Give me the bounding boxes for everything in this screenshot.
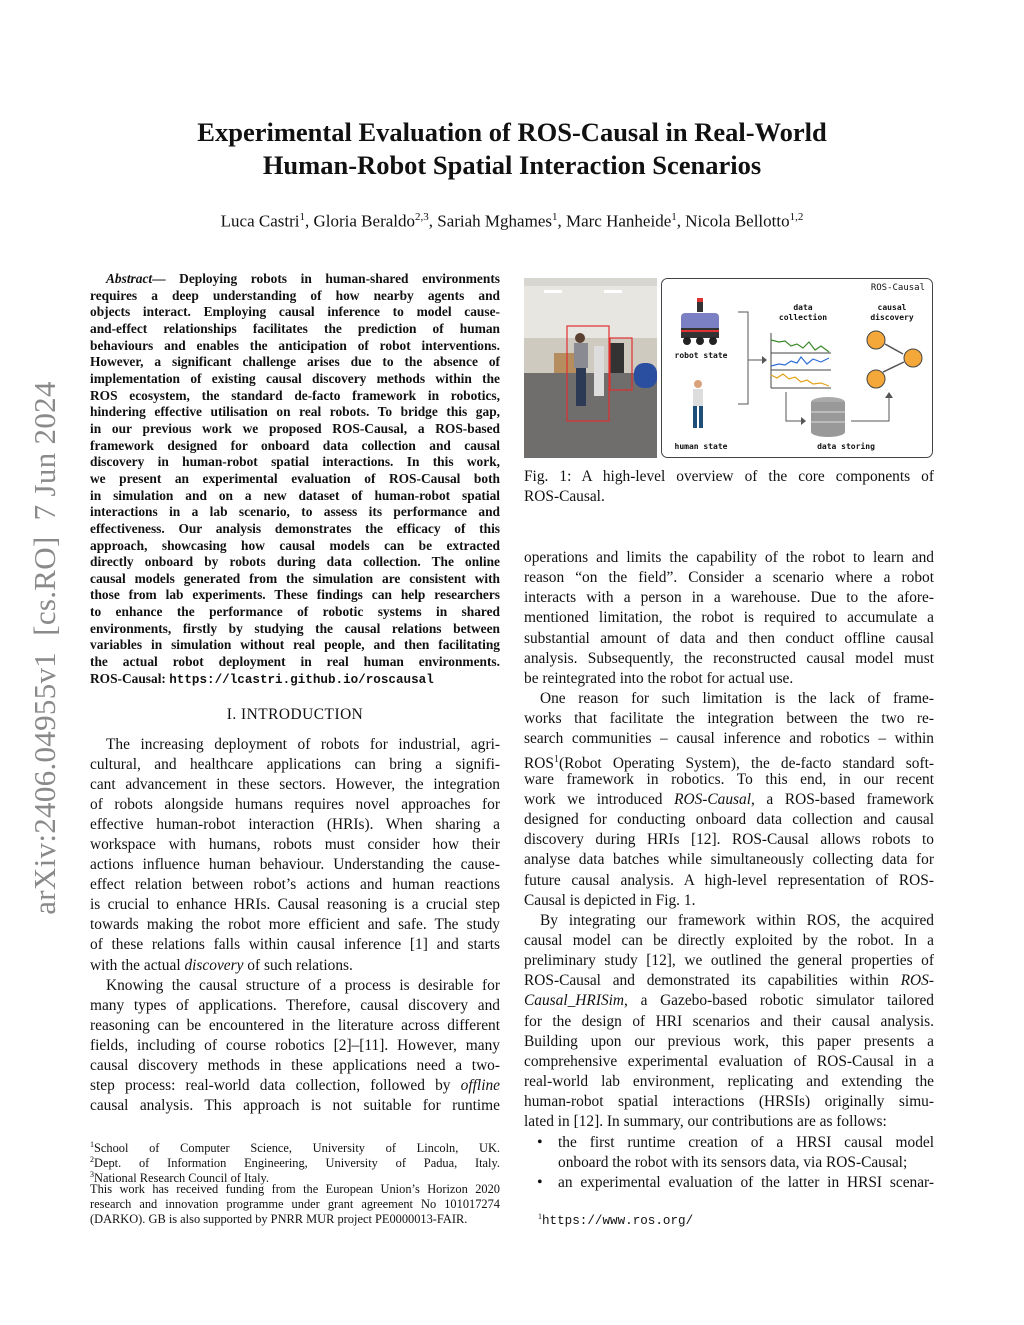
author-affiliation: 1	[551, 211, 558, 223]
text-line: real-world lab environment, replicating and extending the	[524, 1073, 934, 1091]
author-affiliation: 2,3	[415, 211, 429, 223]
footnote-marker: 1	[90, 1140, 94, 1149]
text-segment: , a ROS-based framework	[751, 790, 934, 808]
title-line-2: Human-Robot Spatial Interaction Scenarios	[262, 150, 762, 180]
text-line: designed for conducting onboard data collection and causal	[524, 811, 934, 829]
figure-caption	[524, 467, 934, 507]
author-name: Gloria Beraldo	[313, 211, 415, 231]
text-line: preliminary study [12], we outlined the general properties of	[524, 952, 934, 970]
text-line: comprehensive experimental evaluation of ROS-Causal in a	[524, 1052, 934, 1070]
text-line: approach, showcasing how causal models can be extracted	[90, 537, 500, 553]
footnote-marker: 2	[90, 1155, 94, 1165]
text-line: effectiveness. Our analysis demonstrates the efficacy of this	[90, 520, 500, 536]
text-line	[524, 790, 934, 810]
footnote-text: National Research Council of Italy.	[94, 1171, 270, 1186]
footnote-text: School of Computer Science, University of Lincoln, UK.	[94, 1141, 500, 1156]
text-line: discovery during HRIs [12]. ROS-Causal allows robots to	[524, 831, 934, 849]
label-robot-state: robot state	[674, 351, 728, 360]
text-line: causal models generated from the simulation are consistent with	[90, 570, 500, 586]
footnote-right	[538, 1212, 693, 1228]
text-line: analyse data batches while simultaneously collecting data for	[524, 851, 934, 869]
text-line: onboard the robot with its sensors data, via ROS-Causal;	[558, 1153, 908, 1171]
text-line: future causal analysis. A high-level representation of ROS-	[524, 871, 934, 889]
text-line	[90, 956, 500, 976]
text-line: actions influence human behaviour. Understanding the cause-	[90, 856, 500, 874]
footnote-line	[90, 1182, 500, 1197]
author-affiliation: 1,2	[789, 211, 804, 223]
section-heading-introduction: I. INTRODUCTION	[226, 706, 364, 723]
text-segment: of such relations.	[243, 956, 353, 974]
left-column-body	[90, 735, 500, 1116]
text-line: discovery in human-robot spatial interactions. In this work,	[90, 454, 500, 470]
text-line: an experimental evaluation of the latter in HRSI scenar-	[558, 1173, 934, 1191]
bullet-icon: •	[537, 1133, 543, 1151]
text-line: variables in simulation without real people, and then facilitating	[90, 637, 500, 653]
text-line: substantial amount of data and then conduct offline causal	[524, 629, 934, 647]
text-segment: work we introduced	[524, 790, 675, 808]
text-segment: 1	[553, 753, 559, 765]
text-line: to enhance the performance of robotic systems in shared	[90, 604, 500, 620]
author-name: Luca Castri	[220, 211, 300, 231]
figure-ros-causal-diagram	[661, 278, 933, 458]
footnote-text: This work has received funding from the European Union’s Horizon 2020	[90, 1182, 500, 1197]
text-line: Building upon our previous work, this paper presents a	[524, 1032, 934, 1050]
text-segment: with the actual	[90, 956, 185, 974]
bullet-icon: •	[537, 1173, 543, 1191]
author-name: Nicola Bellotto	[685, 211, 790, 231]
text-line: of these relations falls within causal inference [1] and starts	[90, 936, 500, 954]
footnote-marker: 1	[538, 1212, 542, 1221]
text-segment: step process: real-world data collection, followed by	[90, 1076, 461, 1094]
text-line	[524, 991, 934, 1011]
text-line: towards making the robot more efficient and safe. The study	[90, 916, 500, 934]
label-data-storing: data storing	[817, 442, 875, 451]
text-segment: discovery	[184, 956, 244, 974]
text-line: Fig. 1: A high-level overview of the core components of	[524, 468, 934, 485]
author-affiliation: 1	[671, 211, 677, 223]
text-line: in our previous work we proposed ROS-Causal, a ROS-based	[90, 420, 500, 436]
label-data-collection: data collection	[778, 303, 828, 322]
text-line: the actual robot deployment in real human environments.	[90, 654, 500, 670]
text-line: directly onboard by robots during data collection. The online	[90, 554, 500, 570]
text-segment: ROS-Causal and demonstrated its capabilities within	[524, 972, 901, 990]
text-line: and-effect relationships facilitates the prediction of human	[90, 320, 500, 336]
text-line: By integrating our framework within ROS, the acquired	[540, 911, 934, 929]
text-line: hindering effective utilisation on real robots. To bridge this gap,	[90, 404, 500, 420]
footnote-line	[90, 1197, 500, 1212]
paragraph	[524, 911, 934, 1133]
text-line: reason “on the field”. Consider a scenario where a robot	[524, 569, 934, 587]
text-line: The increasing deployment of robots for industrial, agri-	[106, 736, 500, 753]
text-segment: ROS-Causal	[674, 790, 752, 808]
footnote-ros-url[interactable]: https://www.ros.org/	[542, 1214, 694, 1229]
text-line: cant advancement in these sectors. However, the integration	[90, 776, 500, 794]
text-line: effect relation between robot’s actions and human reactions	[90, 876, 500, 894]
text-line: many types of applications. Therefore, causal discovery and	[90, 996, 500, 1014]
link-text[interactable]: https://lcastri.github.io/roscausal	[169, 672, 434, 687]
text-line: However, a significant challenge arises due to the absence of	[90, 354, 500, 370]
bullet-item	[524, 1173, 934, 1193]
text-segment: , a Gazebo-based robotic simulator tailored	[624, 992, 934, 1010]
text-line: the first runtime creation of a HRSI causal model	[558, 1133, 934, 1151]
footnote-text: (DARKO). GB is also supported by PNRR MUR project PE0000013-FAIR.	[90, 1212, 468, 1227]
text-line: environments, firstly by studying the causal relations between	[90, 620, 500, 636]
text-line: be reintegrated into the robot for actual use.	[524, 669, 794, 687]
text-line	[90, 1076, 500, 1096]
text-line: in simulation and on a new dataset of human-robot spatial	[90, 487, 500, 503]
author-name: Marc Hanheide	[565, 211, 672, 231]
text-line: interacts with a person in a warehouse. Due to the afore-	[524, 589, 934, 607]
text-line: human-robot spatial interactions (HRSIs) originally simu-	[524, 1093, 934, 1111]
author-name: Sariah Mghames	[437, 211, 552, 231]
footnote-text: research and innovation programme under grant agreement No 101017274	[90, 1197, 500, 1212]
text-segment: Causal_HRISim	[524, 992, 625, 1010]
text-line: Causal is depicted in Fig. 1.	[524, 891, 696, 909]
text-line: lated in [12]. In summary, our contributions are as follows:	[524, 1113, 887, 1131]
footnote-text: Dept. of Information Engineering, University of Padua, Italy.	[94, 1156, 500, 1171]
text-line: ROS ecosystem, the standard de-facto framework in robotics,	[90, 387, 500, 403]
abstract	[90, 271, 500, 687]
text-line: requires a deep understanding of how nearby agents and	[90, 287, 500, 303]
text-line: ware framework in robotics. To this end, in our recent	[524, 770, 934, 788]
text-line: workspace with humans, robots must consider how their	[90, 836, 500, 854]
footnotes-left	[90, 1137, 500, 1228]
paragraph	[90, 976, 500, 1116]
footnote-line	[90, 1137, 500, 1156]
text-line: for the design of HRI scenarios and their causal analysis.	[524, 1012, 934, 1030]
text-line: causal model can be directly exploited by the robot. In a	[524, 931, 934, 949]
text-line: One reason for such limitation is the lack of frame-	[540, 690, 934, 708]
text-segment: ROS	[524, 754, 554, 772]
text-segment: Abstract	[106, 271, 153, 286]
figure-photo-lab-scene	[524, 278, 657, 458]
author-list: Luca Castri$^1$, Gloria Beraldo$^{2,3}$, Sariah Mghames$^1$, Marc Hanheide$^1$, Nicola Bellotto$^{1,2}$	[220, 211, 804, 231]
text-line: analysis. Subsequently, the reconstructed causal model must	[524, 649, 934, 667]
bullet-item	[524, 1133, 934, 1173]
text-segment: (Robot Operating System), the de-facto standard soft-	[558, 754, 934, 772]
text-line: causal analysis. This approach is not suitable for runtime	[90, 1096, 500, 1114]
text-line: is crucial to enhance HRIs. Causal reasoning is a crucial step	[90, 896, 500, 914]
text-segment: — Deploying robots in human-shared environments	[152, 271, 500, 286]
text-line: cultural, and healthcare applications can bring a signifi-	[90, 756, 500, 774]
footnote-line	[90, 1152, 500, 1171]
text-line: framework designed for onboard data collection and causal	[90, 437, 500, 453]
paper-title	[0, 116, 1024, 182]
author-affiliation: 1	[299, 211, 305, 223]
text-line: works that facilitate the integration between the two re-	[524, 710, 934, 728]
diagram-title: ROS-Causal	[870, 283, 925, 293]
paragraph	[524, 689, 934, 911]
text-line: causal discovery methods in these applications need a two-	[90, 1056, 500, 1074]
label-causal-discovery: causal discovery	[870, 303, 914, 322]
title-line-1: Experimental Evaluation of ROS-Causal in Real-World	[197, 117, 827, 147]
text-line: search communities – causal inference and robotics – within	[524, 730, 934, 748]
text-line: reasoning can be encountered in the literature across different	[90, 1016, 500, 1034]
text-line	[524, 750, 934, 770]
text-segment: offline	[460, 1076, 500, 1094]
text-line	[524, 971, 934, 991]
label-human-state: human state	[674, 442, 728, 451]
footnote-marker: 3	[90, 1170, 94, 1180]
text-line: mentioned limitation, the robot is required to accumulate a	[524, 609, 934, 627]
text-line: we present an experimental evaluation of ROS-Causal both	[90, 470, 500, 486]
text-line: interactions in a lab scenario, to assess its performance and	[90, 504, 500, 520]
right-column-body	[524, 548, 934, 1193]
text-line: objects interact. Employing causal inference to model cause-	[90, 304, 500, 320]
text-line: of robots alongside humans requires novel approaches for	[90, 796, 500, 814]
text-line: Knowing the causal structure of a process is desirable for	[106, 976, 500, 994]
text-line: those from lab experiments. These findings can help researchers	[90, 587, 500, 603]
text-line: ROS-Causal.	[524, 488, 605, 505]
text-line: effective human-robot interaction (HRIs). When sharing a	[90, 816, 500, 834]
text-line: behaviours and enables the anticipation of robot interventions.	[90, 337, 500, 353]
paragraph	[90, 735, 500, 976]
text-segment: ROS-	[900, 972, 934, 990]
paragraph	[524, 548, 934, 689]
text-line: operations and limits the capability of the robot to learn and	[524, 549, 934, 566]
text-line	[90, 271, 500, 288]
arxiv-side-stamp: arXiv:2406.04955v1 [cs.RO] 7 Jun 2024	[27, 381, 62, 915]
text-segment: ROS-Causal:	[90, 670, 170, 686]
footnote-line	[90, 1212, 500, 1227]
text-line: fields, including of course robotics [2]–[11]. However, many	[90, 1036, 500, 1054]
text-line: implementation of existing causal discovery methods within the	[90, 370, 500, 386]
text-line	[90, 671, 500, 688]
